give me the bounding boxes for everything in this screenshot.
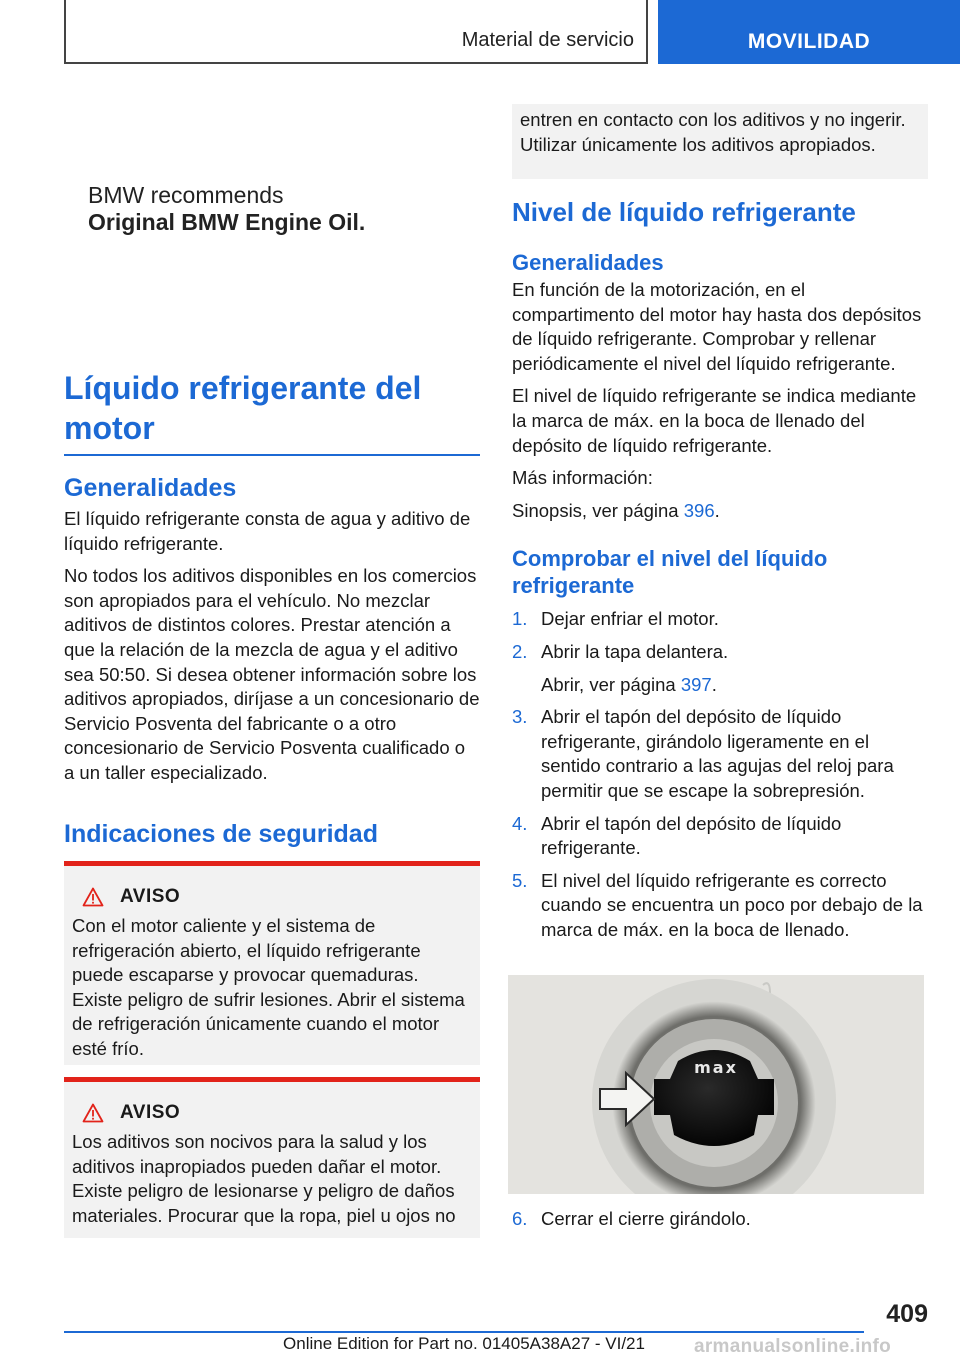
check-steps-list: [512, 607, 928, 942]
footer-divider: [64, 1331, 864, 1333]
warning-box-1: [64, 861, 480, 1065]
right-general-p2: El nivel de líquido refrigerante se indica mediante la marca de máx. en la boca de llenado del depósito de líquido refrigerante.: [512, 385, 917, 456]
coolant-reservoir-photo: [508, 975, 924, 1194]
header-section-box: [64, 0, 648, 64]
check-steps-list-cont: [512, 1207, 928, 1232]
safety-heading: Indicaciones de seguridad: [64, 820, 378, 848]
more-info-label: Más información:: [512, 467, 653, 489]
warning-2-continued-text: entren en contacto con los aditivos y no ingerir. Utilizar únicamente los aditivos apropiados.: [520, 109, 906, 155]
ad-line-2: Original BMW Engine Oil.: [88, 209, 366, 235]
level-heading: Nivel de líquido refrigerante: [512, 197, 856, 227]
step-6-section: [512, 1207, 928, 1240]
header-chapter-tab[interactable]: [658, 0, 960, 64]
ad-line-1: BMW recommends: [88, 182, 284, 208]
page-number: 409: [886, 1300, 928, 1328]
step-3: 3. Abrir el tapón del depósito de líquido refrigerante, girándolo ligeramente en el sentido contrario a las agujas del reloj para permitir que se escape la sobrepresión.: [512, 706, 894, 801]
warning-2-continued-box: [512, 104, 928, 179]
left-general-heading: Generalidades: [64, 474, 237, 502]
coolant-title: Líquido refrigerante del motor: [64, 368, 480, 456]
step-6: 6. Cerrar el cierre girándolo.: [512, 1208, 751, 1229]
left-general-p1: El líquido refrigerante consta de agua y aditivo de líquido refrigerante.: [64, 508, 471, 554]
check-heading: Comprobar el nivel del líquido refrigerante: [512, 546, 828, 599]
warning-2-text: Los aditivos son nocivos para la salud y los aditivos inapropiados pueden dañar el motor. Existe peligro de lesionarse y peligro de daños materiales. Procurar que la ropa, piel u ojos no: [72, 1131, 456, 1226]
right-general-heading: Generalidades: [512, 250, 664, 275]
step-2: 2. Abrir la tapa delantera. Abrir, ver página 397.: [512, 640, 928, 697]
warning-2-label: AVISO: [120, 1102, 181, 1123]
warning-triangle-icon: [82, 1103, 104, 1123]
warning-box-2: [64, 1077, 480, 1238]
warning-1-label: AVISO: [120, 886, 181, 907]
watermark: armanualsonline.info: [694, 1336, 892, 1357]
left-general-section: [64, 474, 480, 786]
step-2-ref: Abrir, ver página 397.: [541, 673, 717, 695]
bmw-oil-ad: [88, 182, 365, 236]
synopsis-page-link[interactable]: 396: [683, 499, 715, 521]
warning-triangle-icon: [82, 887, 104, 907]
warning-2-title-row: [82, 1102, 472, 1124]
step-4: 4. Abrir el tapón del depósito de líquido refrigerante.: [512, 812, 842, 859]
header-chapter-label: MOVILIDAD: [747, 30, 871, 53]
open-hood-page-link[interactable]: 397: [680, 673, 712, 695]
right-level-section: [512, 198, 928, 950]
footer-edition: Online Edition for Part no. 01405A38A27 - VI/21: [283, 1334, 645, 1353]
step-5: 5. El nivel del líquido refrigerante es correcto cuando se encuentra un poco por debajo de la marca de máx. en la boca de llenado.: [512, 869, 923, 940]
warning-1-title-row: [82, 886, 472, 908]
header-section-title: Material de servicio: [461, 29, 634, 51]
reservoir-illustration: [508, 975, 924, 1194]
warning-1-text: Con el motor caliente y el sistema de refrigeración abierto, el líquido refrigerante puede escaparse y provocar quemaduras. Existe peligro de sufrir lesiones. Abrir el sistema de refrigeración únicamente cuando el motor esté frío.: [72, 915, 465, 1059]
left-general-p2: No todos los aditivos disponibles en los comercios son apropiados para el vehículo. No mezclar aditivos de distintos colores. Prestar atención a que la relación de la mezcla de agua y el aditivo sea 50:50. Si desea obtener información sobre los aditivos apropiados, diríjase a un concesionario de Servicio Posventa del fabricante o a otro concesionario de Servicio Posventa cualificado o a un taller especializado.: [64, 565, 480, 783]
synopsis-ref: Sinopsis, ver página 396.: [512, 499, 720, 521]
right-general-p1: En función de la motorización, en el compartimento del motor hay hasta dos depósitos de líquido refrigerante. Comprobar y rellenar periódicamente el nivel del líquido refrigerante.: [512, 279, 922, 374]
step-1: 1. Dejar enfriar el motor.: [512, 608, 719, 630]
max-mark: max: [694, 1058, 738, 1077]
synopsis-text: Sinopsis, ver página: [512, 499, 684, 521]
